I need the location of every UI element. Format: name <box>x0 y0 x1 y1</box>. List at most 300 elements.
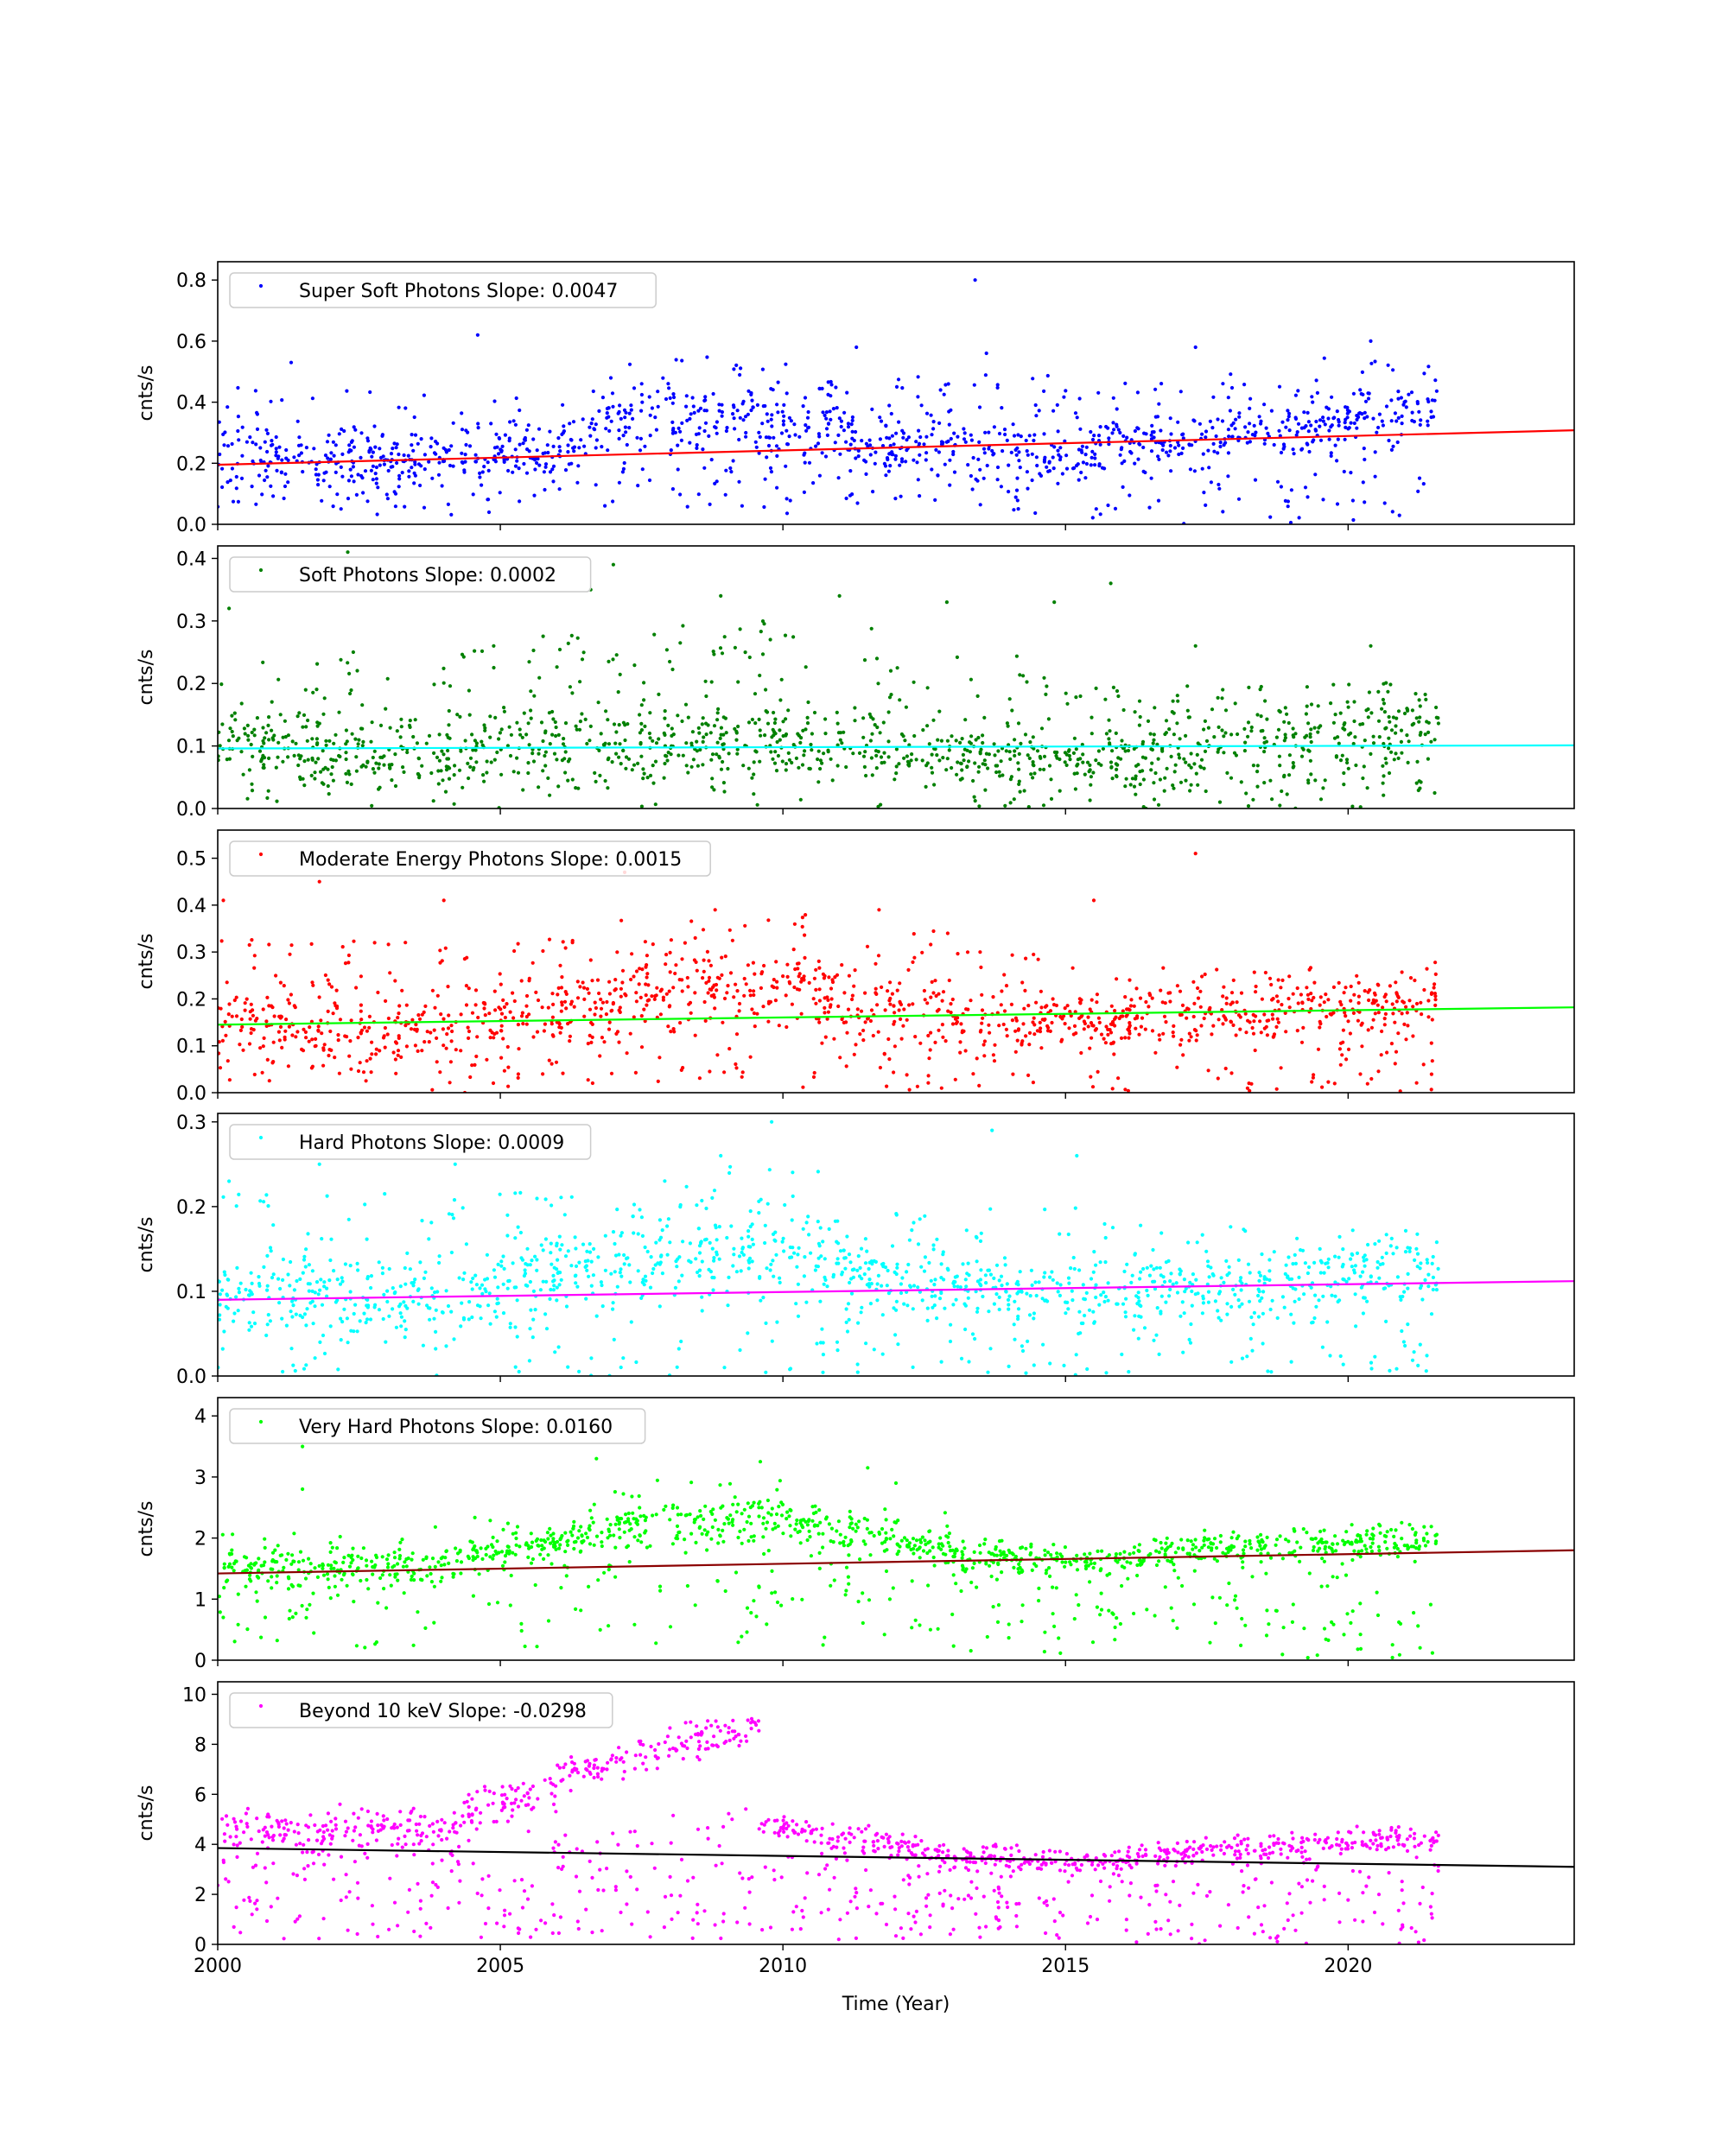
data-point <box>1047 461 1051 465</box>
data-point <box>466 431 469 434</box>
data-point <box>888 980 892 984</box>
data-point <box>849 1277 853 1280</box>
data-point <box>1095 507 1098 510</box>
data-point <box>221 1195 225 1199</box>
data-point <box>1367 396 1370 400</box>
data-point <box>399 1284 403 1288</box>
data-point <box>1176 694 1179 697</box>
data-point <box>296 420 300 423</box>
data-point <box>344 742 347 745</box>
data-point <box>477 426 480 429</box>
data-point <box>319 1278 322 1281</box>
data-point <box>1006 439 1009 442</box>
data-point <box>844 441 848 444</box>
data-point <box>449 513 453 517</box>
data-point <box>746 1331 749 1335</box>
data-point <box>752 993 755 997</box>
data-point <box>1349 999 1352 1003</box>
data-point <box>672 1030 676 1033</box>
data-point <box>310 757 314 760</box>
data-point <box>1383 1017 1387 1020</box>
data-point <box>442 460 445 463</box>
data-point <box>501 999 505 1002</box>
data-point <box>219 1066 222 1069</box>
data-point <box>975 1310 979 1314</box>
data-point <box>1212 735 1216 739</box>
data-point <box>1026 1340 1029 1343</box>
data-point <box>615 950 619 954</box>
data-point <box>514 1285 518 1289</box>
data-point <box>682 754 685 758</box>
data-point <box>1357 995 1361 999</box>
data-point <box>1153 1051 1157 1055</box>
data-point <box>774 960 778 963</box>
data-point <box>632 1231 635 1234</box>
data-point <box>397 1011 400 1015</box>
data-point <box>670 938 673 942</box>
data-point <box>1252 1019 1255 1023</box>
data-point <box>541 1005 544 1009</box>
data-point <box>1374 1011 1377 1015</box>
data-point <box>447 1013 450 1017</box>
data-point <box>1172 732 1176 736</box>
data-point <box>467 1037 470 1040</box>
data-point <box>463 460 467 464</box>
data-point <box>427 1237 430 1240</box>
data-point <box>643 445 646 448</box>
data-point <box>655 993 658 997</box>
data-point <box>718 409 721 413</box>
data-point <box>1015 447 1019 450</box>
data-point <box>780 678 784 682</box>
data-point <box>1402 1023 1406 1026</box>
data-point <box>640 382 644 385</box>
data-point <box>289 992 293 996</box>
data-point <box>676 1366 679 1369</box>
data-point <box>739 366 742 370</box>
data-point <box>1097 434 1101 437</box>
data-point <box>444 790 448 794</box>
data-point <box>354 986 358 989</box>
data-point <box>924 435 928 439</box>
data-point <box>289 1309 293 1313</box>
data-point <box>369 740 372 744</box>
data-point <box>499 983 503 986</box>
data-point <box>772 986 775 989</box>
data-point <box>355 669 359 672</box>
data-point <box>863 658 867 662</box>
data-point <box>809 767 812 770</box>
data-point <box>1048 469 1051 472</box>
data-point <box>355 770 359 773</box>
data-point <box>525 428 529 432</box>
data-point <box>321 1334 325 1337</box>
y-tick-label: 0.0 <box>176 799 206 821</box>
data-point <box>950 734 953 738</box>
data-point <box>742 400 746 403</box>
data-point <box>764 478 767 481</box>
data-point <box>438 961 442 965</box>
data-point <box>1166 453 1170 457</box>
data-point <box>1309 732 1312 736</box>
data-point <box>461 1206 465 1209</box>
data-point <box>1003 804 1007 808</box>
data-point <box>448 448 451 452</box>
data-point <box>365 1079 368 1082</box>
data-point <box>397 474 401 478</box>
data-point <box>670 421 674 424</box>
data-point <box>505 1233 509 1237</box>
data-point <box>277 1301 281 1304</box>
data-point <box>741 1070 745 1074</box>
data-point <box>219 1292 222 1296</box>
data-point <box>791 1218 794 1221</box>
data-point <box>315 663 319 666</box>
data-point <box>233 712 237 715</box>
data-point <box>681 1240 684 1243</box>
data-point <box>1078 396 1082 400</box>
data-point <box>778 1281 782 1284</box>
data-point <box>665 758 669 762</box>
data-point <box>1292 764 1295 768</box>
data-point <box>435 1060 439 1063</box>
data-point <box>327 1278 331 1282</box>
data-point <box>838 1056 842 1059</box>
data-point <box>1019 1270 1022 1273</box>
data-point <box>782 419 785 422</box>
data-point <box>314 1044 317 1048</box>
data-point <box>1282 442 1286 446</box>
data-point <box>270 729 273 732</box>
data-point <box>1056 482 1059 485</box>
data-point <box>373 750 377 753</box>
data-point <box>1104 1041 1108 1044</box>
data-point <box>1366 1082 1369 1086</box>
data-point <box>822 1353 825 1356</box>
data-point <box>422 1011 426 1014</box>
data-point <box>544 1197 548 1201</box>
data-point <box>244 1288 247 1291</box>
data-point <box>448 464 452 467</box>
data-point <box>324 766 327 770</box>
data-point <box>832 1037 835 1041</box>
data-point <box>521 1022 524 1025</box>
data-point <box>732 995 735 999</box>
data-point <box>798 741 802 745</box>
data-point <box>227 1002 231 1005</box>
data-point <box>680 422 683 425</box>
data-point <box>821 410 824 414</box>
data-point <box>442 667 445 670</box>
data-point <box>837 476 841 479</box>
data-point <box>390 466 393 469</box>
data-point <box>370 455 373 459</box>
data-point <box>737 438 740 441</box>
data-point <box>887 710 891 713</box>
data-point <box>619 919 623 923</box>
data-point <box>1001 449 1004 453</box>
data-point <box>1103 698 1107 701</box>
data-point <box>1415 1002 1419 1005</box>
data-point <box>1186 709 1190 713</box>
data-point <box>463 957 467 961</box>
data-point <box>912 932 916 935</box>
data-point <box>511 471 514 474</box>
data-point <box>248 943 251 947</box>
data-point <box>734 739 738 742</box>
data-point <box>1262 781 1266 784</box>
data-point <box>876 682 880 685</box>
data-point <box>539 1288 543 1291</box>
data-point <box>851 751 854 755</box>
data-point <box>1333 1081 1337 1085</box>
data-point <box>383 1034 386 1037</box>
data-point <box>749 1056 753 1059</box>
data-point <box>1083 773 1087 777</box>
data-point <box>726 1303 729 1307</box>
data-point <box>996 478 1000 481</box>
data-point <box>356 1268 359 1271</box>
data-point <box>737 480 740 484</box>
data-point <box>962 427 965 430</box>
data-point <box>1083 476 1087 479</box>
data-point <box>302 713 306 717</box>
data-point <box>888 464 892 467</box>
data-point <box>843 1267 847 1271</box>
data-point <box>1280 979 1284 982</box>
data-point <box>1210 480 1213 484</box>
data-point <box>435 1309 438 1312</box>
data-point <box>604 779 607 783</box>
data-point <box>613 978 617 981</box>
data-point <box>592 1273 595 1277</box>
data-point <box>515 757 518 760</box>
data-point <box>1049 777 1052 781</box>
data-point <box>1115 768 1118 771</box>
data-point <box>498 437 501 441</box>
data-point <box>1094 1284 1097 1287</box>
data-point <box>445 733 448 737</box>
data-point <box>250 1031 253 1035</box>
data-point <box>1079 1051 1083 1055</box>
data-point <box>296 714 300 718</box>
data-point <box>891 434 894 438</box>
data-point <box>1344 405 1347 409</box>
data-point <box>584 1259 588 1263</box>
data-point <box>382 764 385 767</box>
data-point <box>933 1294 937 1297</box>
data-point <box>317 1024 321 1028</box>
data-point <box>799 798 803 802</box>
data-point <box>1102 1037 1106 1041</box>
data-point <box>269 1246 272 1249</box>
data-point <box>1242 727 1246 731</box>
data-point <box>544 462 548 466</box>
data-point <box>826 434 829 437</box>
data-point <box>349 1264 353 1267</box>
data-point <box>279 713 283 716</box>
data-point <box>1120 1037 1123 1040</box>
data-point <box>551 1003 555 1006</box>
data-point <box>513 999 517 1003</box>
data-point <box>686 505 689 509</box>
data-point <box>1254 990 1257 993</box>
data-point <box>1158 1033 1161 1037</box>
data-point <box>987 1024 990 1027</box>
data-point <box>272 1041 276 1044</box>
data-point <box>710 777 714 780</box>
data-point <box>930 467 933 471</box>
data-point <box>405 751 409 754</box>
data-point <box>890 412 893 415</box>
data-point <box>824 1036 828 1039</box>
data-point <box>438 948 442 952</box>
data-point <box>1005 984 1008 987</box>
data-point <box>480 1292 484 1296</box>
data-point <box>489 1036 492 1039</box>
data-point <box>880 986 883 989</box>
data-point <box>240 1018 244 1021</box>
data-point <box>902 1007 905 1011</box>
data-point <box>1031 479 1034 482</box>
data-point <box>1066 1004 1070 1007</box>
data-point <box>499 1265 503 1268</box>
data-point <box>1398 514 1401 517</box>
data-point <box>767 1002 771 1005</box>
data-point <box>816 1220 820 1223</box>
data-point <box>716 707 720 711</box>
data-point <box>550 467 554 471</box>
data-point <box>452 465 455 468</box>
data-point <box>1374 993 1377 997</box>
data-point <box>622 434 626 437</box>
data-point <box>702 959 706 962</box>
data-point <box>234 1295 238 1298</box>
data-point <box>1277 429 1280 433</box>
data-point <box>1123 784 1127 788</box>
data-point <box>1094 758 1097 762</box>
data-point <box>976 458 980 461</box>
data-point <box>1296 986 1299 990</box>
data-point <box>604 1234 607 1238</box>
data-point <box>878 415 881 419</box>
data-point <box>226 980 229 984</box>
data-point <box>551 717 555 720</box>
data-point <box>420 1219 423 1222</box>
data-point <box>1388 771 1391 775</box>
data-point <box>788 434 791 438</box>
data-point <box>1090 1037 1093 1040</box>
data-point <box>548 1297 551 1301</box>
data-point <box>1305 986 1308 989</box>
data-point <box>537 752 540 756</box>
data-point <box>918 453 921 457</box>
data-point <box>1230 991 1234 994</box>
data-point <box>516 1335 519 1338</box>
data-point <box>609 376 613 379</box>
data-point <box>906 1263 910 1266</box>
data-point <box>1346 415 1350 419</box>
data-point <box>1099 764 1102 767</box>
data-point <box>255 1017 258 1020</box>
data-point <box>894 432 898 435</box>
data-point <box>461 460 464 464</box>
data-point <box>384 1341 387 1344</box>
data-point <box>382 1293 385 1297</box>
data-point <box>712 1256 715 1259</box>
data-point <box>497 1005 500 1009</box>
data-point <box>1433 982 1436 986</box>
data-point <box>1159 989 1162 992</box>
data-point <box>462 1271 466 1275</box>
data-point <box>748 989 752 992</box>
data-point <box>630 952 633 955</box>
data-point <box>265 996 269 999</box>
data-point <box>340 1338 343 1341</box>
data-point <box>877 1030 880 1034</box>
data-point <box>492 1268 496 1271</box>
data-point <box>1090 716 1093 720</box>
data-point <box>227 1012 231 1016</box>
data-point <box>888 695 892 699</box>
data-point <box>416 741 419 745</box>
data-point <box>1074 1031 1077 1035</box>
data-point <box>759 1198 763 1202</box>
data-point <box>1071 466 1075 470</box>
data-point <box>1352 1011 1356 1015</box>
data-point <box>1412 722 1415 726</box>
data-point <box>251 1282 254 1285</box>
data-point <box>801 729 804 732</box>
data-point <box>1211 396 1215 399</box>
data-point <box>933 498 937 502</box>
data-point <box>903 739 906 742</box>
data-point <box>1111 1226 1115 1229</box>
data-point <box>419 464 422 467</box>
data-point <box>946 440 950 443</box>
data-point <box>525 1023 529 1026</box>
data-point <box>1160 750 1164 753</box>
data-point <box>1110 749 1114 752</box>
data-point <box>1430 1042 1433 1045</box>
data-point <box>704 1019 708 1023</box>
data-point <box>565 1304 569 1308</box>
data-point <box>304 688 308 692</box>
data-point <box>602 744 606 747</box>
data-point <box>892 1023 895 1026</box>
data-point <box>556 1286 559 1290</box>
data-point <box>986 766 989 770</box>
data-point <box>651 942 655 946</box>
data-point <box>245 998 249 1001</box>
data-point <box>1361 371 1364 374</box>
data-point <box>1372 1018 1375 1022</box>
data-point <box>726 767 729 770</box>
data-point <box>314 688 318 691</box>
data-point <box>240 701 244 705</box>
data-point <box>1218 445 1222 448</box>
y-tick-label: 0.2 <box>176 674 206 696</box>
data-point <box>905 1270 908 1273</box>
data-point <box>1091 1085 1095 1088</box>
data-point <box>1134 986 1138 990</box>
data-point <box>767 435 771 439</box>
data-point <box>387 469 391 472</box>
data-point <box>998 1308 1001 1311</box>
data-point <box>1251 798 1255 802</box>
data-point <box>1237 498 1241 501</box>
data-point <box>370 804 373 808</box>
